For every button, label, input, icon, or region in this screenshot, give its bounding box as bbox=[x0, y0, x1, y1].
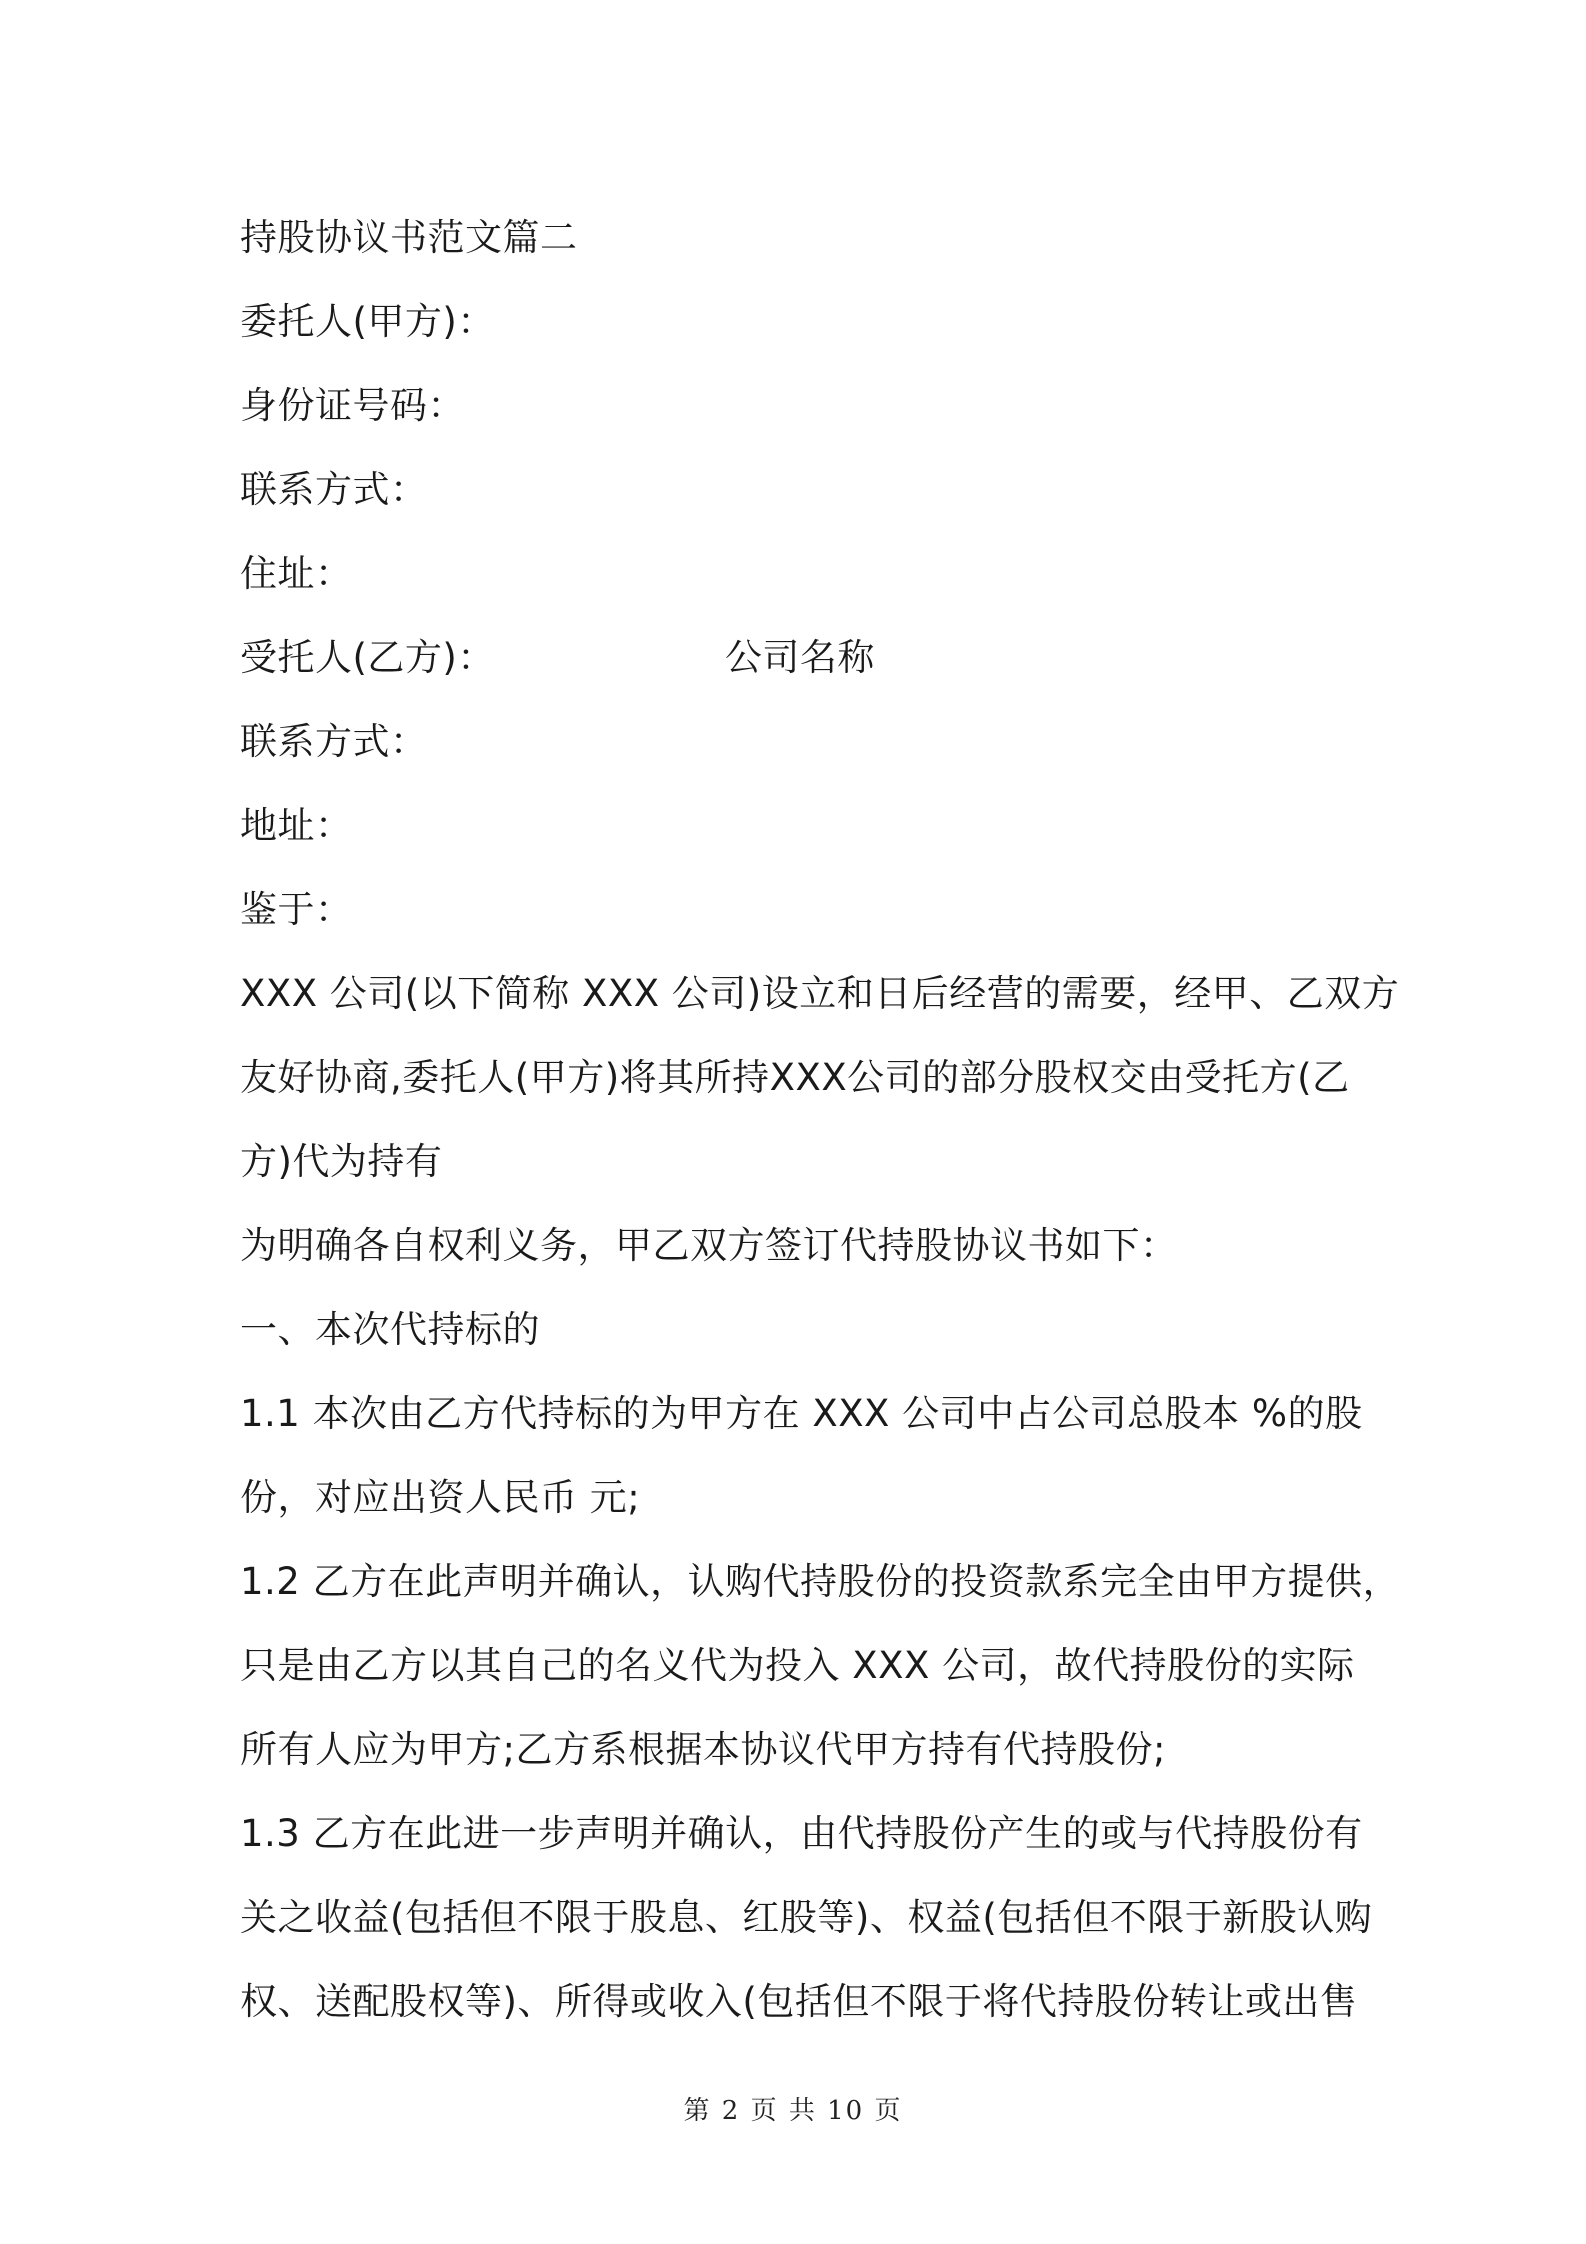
id-number-label: 身份证号码： bbox=[240, 384, 465, 427]
clause-line: 权、送配股权等)、所得或收入(包括但不限于将代持股份转让或出售 bbox=[240, 1980, 1358, 2023]
principal-label: 委托人(甲方)： bbox=[240, 300, 495, 343]
clause-line: 1.3 乙方在此进一步声明并确认，由代持股份产生的或与代持股份有 bbox=[240, 1812, 1363, 1855]
paragraph-line: 为明确各自权利义务，甲乙双方签订代持股协议书如下： bbox=[240, 1224, 1178, 1267]
clause-line: 1.2 乙方在此声明并确认，认购代持股份的投资款系完全由甲方提供， bbox=[240, 1560, 1401, 1603]
company-name-label: 公司名称 bbox=[724, 636, 875, 679]
whereas-label: 鉴于： bbox=[240, 888, 353, 931]
clause-line: 所有人应为甲方;乙方系根据本协议代甲方持有代持股份; bbox=[240, 1728, 1166, 1771]
trustee-contact-label: 联系方式： bbox=[240, 720, 428, 763]
section-heading: 一、本次代持标的 bbox=[240, 1308, 540, 1351]
paragraph-line: 友好协商,委托人(甲方)将其所持XXX公司的部分股权交由受托方(乙 bbox=[240, 1056, 1350, 1099]
trustee-row bbox=[240, 616, 1360, 700]
clause-line: 关之收益(包括但不限于股息、红股等)、权益(包括但不限于新股认购 bbox=[240, 1896, 1373, 1939]
contact-label: 联系方式： bbox=[240, 468, 428, 511]
clause-line: 份，对应出资人民币 元; bbox=[240, 1476, 641, 1519]
address-label: 地址： bbox=[240, 804, 353, 847]
trustee-label: 受托人(乙方)： bbox=[240, 636, 495, 679]
clause-line: 只是由乙方以其自己的名义代为投入 XXX 公司，故代持股份的实际 bbox=[240, 1644, 1355, 1687]
residence-label: 住址： bbox=[240, 552, 353, 595]
page-number-footer: 第 2 页 共 10 页 bbox=[683, 2096, 903, 2126]
document-title: 持股协议书范文篇二 bbox=[240, 216, 578, 259]
document-body bbox=[240, 196, 1401, 2044]
paragraph-line: 方)代为持有 bbox=[240, 1140, 443, 1183]
clause-line: 1.1 本次由乙方代持标的为甲方在 XXX 公司中占公司总股本 %的股 bbox=[240, 1392, 1363, 1435]
paragraph-line: XXX 公司(以下简称 XXX 公司)设立和日后经营的需要，经甲、乙双方 bbox=[240, 972, 1400, 1015]
